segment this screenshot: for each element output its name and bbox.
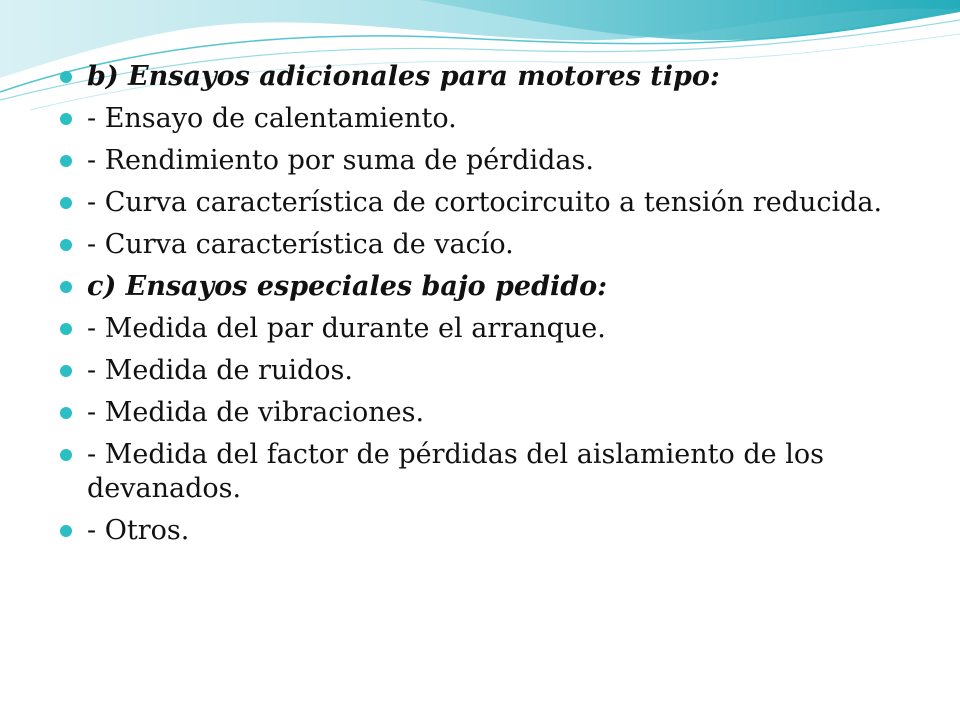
- bullet-dot-icon: [60, 113, 72, 125]
- bullet-item: [60, 354, 920, 388]
- bullet-dot-icon: [60, 323, 72, 335]
- bullet-text: - Otros.: [87, 515, 190, 546]
- bullet-text: - Curva característica de vacío.: [87, 229, 514, 260]
- bullet-item: [60, 60, 920, 94]
- bullet-text: - Medida del factor de pérdidas del aislamiento de los devanados.: [87, 439, 824, 504]
- bullet-text: - Medida de vibraciones.: [87, 397, 425, 428]
- bullet-text: - Curva característica de cortocircuito a tensión reducida.: [87, 187, 883, 218]
- bullet-item: [60, 438, 920, 506]
- bullet-text: b) Ensayos adicionales para motores tipo:: [87, 61, 720, 92]
- bullet-item: [60, 312, 920, 346]
- bullet-text: - Rendimiento por suma de pérdidas.: [87, 145, 594, 176]
- bullet-item: [60, 144, 920, 178]
- bullet-dot-icon: [60, 365, 72, 377]
- bullet-text: - Medida de ruidos.: [87, 355, 353, 386]
- bullet-dot-icon: [60, 71, 72, 83]
- bullet-item: [60, 186, 920, 220]
- bullet-text: c) Ensayos especiales bajo pedido:: [87, 271, 608, 302]
- bullet-dot-icon: [60, 525, 72, 537]
- bullet-text: - Ensayo de calentamiento.: [87, 103, 457, 134]
- bullet-item: [60, 102, 920, 136]
- bullet-text: - Medida del par durante el arranque.: [87, 313, 606, 344]
- bullet-item: [60, 396, 920, 430]
- bullet-item: [60, 514, 920, 548]
- bullet-dot-icon: [60, 407, 72, 419]
- bullet-item: [60, 270, 920, 304]
- bullet-dot-icon: [60, 155, 72, 167]
- bullet-dot-icon: [60, 197, 72, 209]
- bullet-dot-icon: [60, 239, 72, 251]
- bullet-dot-icon: [60, 281, 72, 293]
- bullet-list: [60, 60, 920, 556]
- bullet-dot-icon: [60, 449, 72, 461]
- bullet-item: [60, 228, 920, 262]
